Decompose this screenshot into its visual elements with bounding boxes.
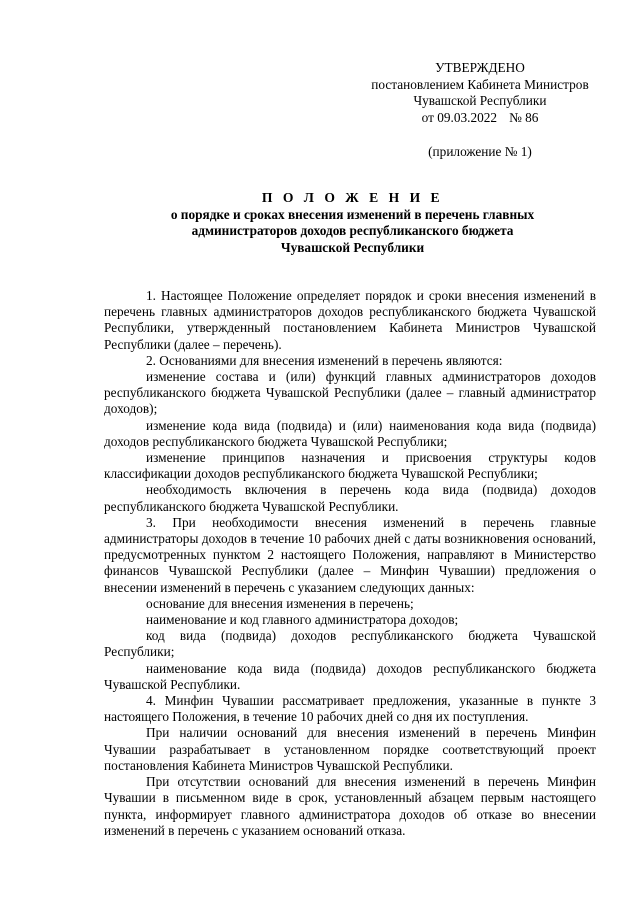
paragraph-3: 3. При необходимости внесения изменений в перечень главные администраторы доходов в течение 10 рабочих дней с даты возникновения оснований, предусмотренных пунктом 2 настоящего Положения, направляют в Министерство финансов Чувашской Республики (далее – Минфин Чувашии) предложения о внесении изменений в перечень с указанием следующих данных: [104, 514, 596, 595]
title-line-1: о порядке и сроках внесения изменений в перечень главных [170, 206, 535, 222]
paragraph-4: 4. Минфин Чувашии рассматривает предложения, указанные в пункте 3 настоящего Положения, в течение 10 рабочих дней со дня их поступления. [104, 693, 596, 725]
paragraph-3-item-1: основание для внесения изменения в перечень; [146, 595, 414, 611]
approval-date-line [360, 110, 600, 127]
title-heading: П О Л О Ж Е Н И Е [261, 190, 444, 205]
appendix-label: (приложение № 1) [428, 144, 532, 159]
title-line-3: Чувашской Республики [280, 239, 425, 255]
paragraph-3-item-4: наименование кода вида (подвида) доходов республиканского бюджета Чувашской Республики. [104, 660, 596, 692]
paragraph-2-item-1: изменение состава и (или) функций главных администраторов доходов республиканского бюджета Чувашской Республики (далее – главный администратор доходов); [104, 369, 596, 417]
approval-date: от 09.03.2022 [421, 109, 498, 125]
approval-heading: УТВЕРЖДЕНО [435, 60, 525, 75]
paragraph-4-part-2: При наличии оснований для внесения изменений в перечень Минфин Чувашии разрабатывает в установленном порядке соответствующий проект постановления Кабинета Министров Чувашской Республики. [104, 725, 596, 773]
document-body [104, 288, 596, 839]
approval-region: Чувашской Республики [413, 93, 547, 108]
paragraph-2-item-3: изменение принципов назначения и присвоения структуры кодов классификации доходов республиканского бюджета Чувашской Республики; [104, 450, 596, 482]
approval-stamp [360, 60, 600, 126]
approval-authority: постановлением Кабинета Министров [371, 76, 589, 92]
paragraph-1: 1. Настоящее Положение определяет порядок и сроки внесения изменений в перечень главных администраторов доходов республиканского бюджета Чувашской Республики, утвержденный постановлением Кабинета Министров Чувашской Республики (далее – перечень). [104, 288, 596, 352]
approval-number: № 86 [509, 109, 539, 125]
document-title [100, 190, 605, 256]
title-line-2: администраторов доходов республиканского бюджета [191, 223, 514, 238]
paragraph-2: 2. Основаниями для внесения изменений в перечень являются: [146, 352, 503, 368]
paragraph-4-part-3: При отсутствии оснований для внесения изменений в перечень Минфин Чувашии в письменном виде в срок, установленный абзацем первым настоящего пункта, информирует главного администратора доходов об отказе во внесении изменений в перечень с указанием оснований отказа. [104, 774, 596, 838]
paragraph-3-item-3: код вида (подвида) доходов республиканского бюджета Чувашской Республики; [104, 628, 596, 660]
paragraph-2-item-2: изменение кода вида (подвида) и (или) наименования кода вида (подвида) доходов республиканского бюджета Чувашской Республики; [104, 417, 596, 449]
paragraph-3-item-2: наименование и код главного администратора доходов; [146, 612, 459, 628]
paragraph-2-item-4: необходимость включения в перечень кода вида (подвида) доходов республиканского бюджета Чувашской Республики. [104, 482, 596, 514]
